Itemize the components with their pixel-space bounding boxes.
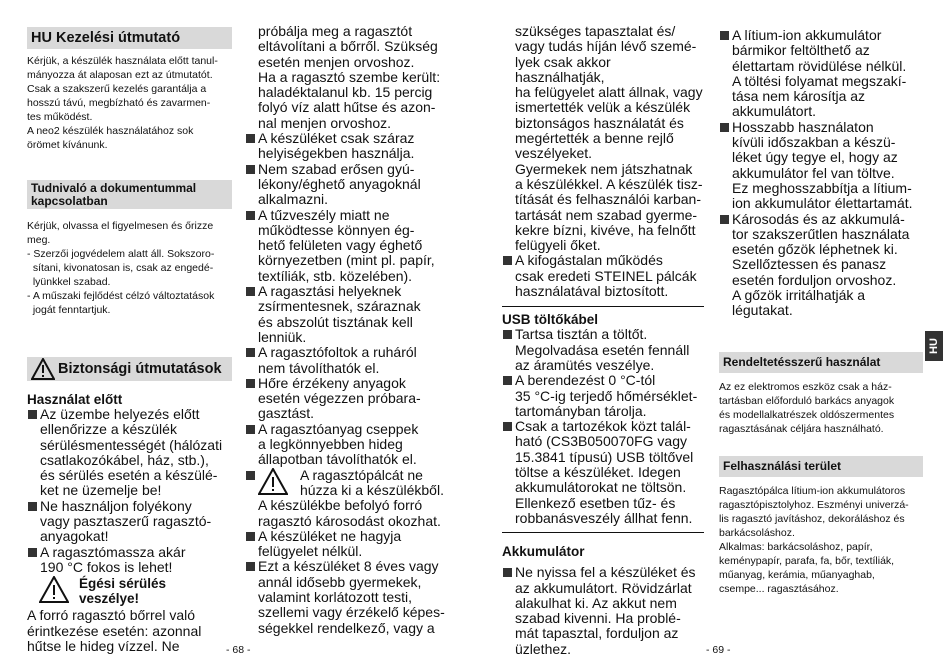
document-heading-line-2: kapcsolatban: [31, 194, 108, 208]
bullet-item: [245, 345, 457, 376]
bullet-line: A ragasztómassza akár: [40, 543, 186, 560]
text-line: érintkezése esetén: azonnal: [27, 622, 202, 639]
bullet-line: A berendezést 0 °C-tól: [515, 372, 656, 389]
text-line: sítani, kivonatosan is, csak az engedé-: [27, 262, 214, 274]
text-line: Az ez elektromos eszköz csak a ház-: [719, 380, 892, 393]
bullet-line: akkumulátorokat ne töltsön.: [515, 479, 687, 496]
warning-icon: [258, 468, 288, 495]
bullet-line: Hosszabb használaton: [732, 118, 874, 135]
pull-warning-line-1: A ragasztópálcát ne: [300, 466, 423, 483]
battery-heading: Akkumulátor: [502, 544, 585, 560]
pull-tail: [245, 498, 457, 529]
bullet-line: használatával biztosított.: [515, 283, 669, 300]
bullet-line: sérülésmentességét (hálózati: [40, 436, 223, 453]
bullet-line: gasztást.: [258, 405, 315, 422]
burn-warning-line-2: veszélye!: [79, 591, 140, 607]
col2-bullets-b: [245, 529, 457, 636]
bullet-line: állapotban távolíthatók el.: [258, 451, 417, 468]
intro-text: [27, 54, 232, 152]
text-line: csempe... ragasztásához.: [719, 582, 839, 595]
bullet-line: zsírmentesnek, száraznak: [258, 298, 421, 315]
text-line: ha felügyelet alatt állnak, vagy: [515, 84, 703, 101]
bullet-item: [245, 376, 457, 422]
bullet-item: [502, 419, 704, 526]
bullet-line: A kifogástalan működés: [515, 252, 663, 269]
bullet-line: anyagokat!: [40, 528, 109, 545]
text-line: Ragasztópálca lítium-ion akkumulátoros: [719, 484, 906, 497]
text-line: Gyermekek nem játszhatnak: [515, 160, 693, 177]
text-line: haladéktalanul kb. 15 percig: [258, 84, 433, 101]
text-line: a készülékkel. A készülék tisz-: [515, 175, 703, 192]
text-line: esetén menjen orvoshoz.: [258, 53, 415, 70]
text-line: ragasztó károsodást okozhat.: [258, 512, 441, 529]
text-line: A neo2 készülék használatához sok: [27, 125, 194, 137]
bullet-line: csak eredeti STEINEL pálcák: [515, 267, 697, 284]
burn-warning: [27, 576, 232, 606]
text-line: Kérjük, olvassa el figyelmesen és őrizze: [27, 220, 214, 232]
text-line: A készülékbe befolyó forró: [258, 497, 423, 514]
field-body: [719, 484, 923, 596]
usb-heading: USB töltőkábel: [502, 312, 599, 328]
intended-use-heading: Rendeltetésszerű használat: [719, 352, 923, 373]
pull-warning-line-2: húzza ki a készülékből.: [300, 481, 444, 498]
bullet-line: alkalmazni.: [258, 191, 329, 208]
text-line: meg.: [27, 234, 51, 246]
bullet-line: textíliák, stb. közelében).: [258, 267, 413, 284]
bullet-line: Szellőztessen és panasz: [732, 256, 887, 273]
bullet-line: Ne használjon folyékony: [40, 497, 192, 514]
text-line: folyó víz alatt hűtse és azon-: [258, 99, 436, 116]
divider: [502, 306, 704, 307]
bullet-line: a legkönnyebben hideg: [258, 436, 403, 453]
bullet-line: Ezt a készüléket 8 éves vagy: [258, 558, 439, 575]
bullet-line: bármikor feltölthető az: [732, 42, 870, 59]
bullet-line: Csak a tartozékok közt talál-: [515, 418, 691, 435]
bullet-item: [719, 28, 923, 120]
text-line: tes működést.: [27, 111, 93, 123]
bullet-line: esetén forduljon orvoshoz.: [732, 271, 897, 288]
col1-tail: [27, 608, 232, 654]
text-line: hosszú távú, megbízható és zavarmen-: [27, 97, 211, 109]
text-line: Kérjük, a készülék használata előtt tanul-: [27, 55, 218, 67]
text-line: Csak a szakszerű kezelés garantálja a: [27, 83, 207, 95]
bullet-line: ségekkel rendelkező, vagy a: [258, 619, 435, 636]
bullet-line: A ragasztóanyag cseppek: [258, 420, 419, 437]
bullet-item: [245, 422, 457, 468]
safety-title: Biztonsági útmutatások: [58, 361, 222, 377]
bullet-line: lenniük.: [258, 328, 307, 345]
bullet-item: [27, 407, 232, 499]
text-line: jogát fenntartjuk.: [27, 304, 111, 316]
column-3: [502, 24, 704, 657]
bullet-line: alakulhat ki. Az akkut nem: [515, 594, 677, 611]
col4-bullets: [719, 28, 923, 319]
bullet-line: élettartam rövidülése nélkül.: [732, 57, 907, 74]
bullet-line: lékony/éghető anyagoknál: [258, 175, 421, 192]
text-line: műanyag, kerámia, műanyaghab,: [719, 568, 875, 581]
bullet-line: légutakat.: [732, 302, 793, 319]
bullet-line: 190 °C fokos is lehet!: [40, 558, 173, 575]
bullet-line: A ragasztófoltok a ruháról: [258, 344, 417, 361]
bullet-line: hető felületen vagy éghető: [258, 237, 423, 254]
bullet-line: A lítium-ion akkumulátor: [732, 27, 882, 43]
bullet-item: [27, 545, 232, 576]
text-line: próbálja meg a ragasztót: [258, 23, 413, 39]
bullet-item: [245, 559, 457, 635]
text-line: lis ragasztó javításhoz, dekoráláshoz és: [719, 512, 905, 525]
column-4: [719, 28, 923, 596]
safety-heading: [27, 357, 232, 381]
bullet-line: A gőzök irritálhatják a: [732, 287, 866, 304]
bullet-line: környezetben (mint pl. papír,: [258, 252, 435, 269]
bullet-line: A készüléket csak száraz: [258, 130, 415, 147]
bullet-line: kívüli időszakban a készü-: [732, 134, 896, 151]
col3-top: [502, 24, 704, 253]
bullet-line: robbanásveszély állhat fenn.: [515, 509, 693, 526]
bullet-line: esetén végezzen próbara-: [258, 390, 421, 407]
document-heading-line-1: Tudnivaló a dokumentummal: [31, 181, 197, 195]
bullet-item: [245, 208, 457, 284]
bullet-line: az áramütés veszélye.: [515, 356, 655, 373]
text-line: ragasztásának céljára használható.: [719, 422, 884, 435]
bullet-line: Hőre érzékeny anyagok: [258, 374, 406, 391]
bullet-line: Nem szabad erősen gyú-: [258, 160, 415, 177]
bullet-line: Megolvadása esetén fennáll: [515, 341, 690, 358]
text-line: lyünkkel szabad.: [27, 276, 111, 288]
text-line: barkácsoláshoz.: [719, 526, 795, 539]
bullet-line: tor szakszerűtlen használata: [732, 225, 910, 242]
bullet-line: Tartsa tisztán a töltőt.: [515, 326, 648, 343]
bullet-line: működtesse könnyen ég-: [258, 221, 415, 238]
text-line: veszélyeket.: [515, 145, 593, 162]
bullet-line: Ez meghosszabbítja a lítium-: [732, 179, 912, 196]
bullet-line: léket úgy tegye el, hogy az: [732, 149, 898, 166]
text-line: hűtse le hideg vízzel. Ne: [27, 637, 180, 654]
text-line: szükséges tapasztalat és/: [515, 23, 676, 39]
bullet-line: A tűzveszély miatt ne: [258, 206, 390, 223]
bullet-line: annál idősebb gyermekek,: [258, 573, 422, 590]
text-line: biztonságos használatát és: [515, 114, 684, 131]
bullet-item: [245, 284, 457, 345]
bullet-item: [719, 120, 923, 212]
col3-bullet-a: [502, 253, 704, 299]
bullet-item: [502, 327, 704, 373]
bullet-line: mát tapasztal, forduljon az: [515, 625, 679, 642]
field-heading: Felhasználási terület: [719, 456, 923, 477]
burn-warning-line-1: Égési sérülés: [79, 576, 167, 592]
divider: [502, 532, 704, 533]
text-line: lyek csak akkor használhatják,: [515, 53, 611, 85]
text-line: és modellalkatrészek oldószermentes: [719, 408, 895, 421]
text-line: - Szerzői jogvédelem alatt áll. Sokszoro-: [27, 248, 215, 260]
text-line: örömet kívánunk.: [27, 139, 108, 151]
page-title: HU Kezelési útmutató: [27, 27, 232, 49]
text-line: mányozza át alaposan ezt az útmutatót.: [27, 69, 213, 81]
bullet-line: helyiségekben használja.: [258, 145, 415, 162]
bullet-item: [27, 499, 232, 545]
text-line: Ha a ragasztó szembe került:: [258, 68, 441, 85]
bullet-line: ion akkumulátor élettartamát.: [732, 195, 913, 212]
text-line: títását és felhasználói karban-: [515, 191, 701, 208]
bullet-line: A készüléket ne hagyja: [258, 527, 402, 544]
bullet-line: 35 °C-ig terjedő hőmérséklet-: [515, 387, 698, 404]
bullet-item: [245, 162, 457, 208]
text-line: vagy tudás híján lévő szemé-: [515, 38, 697, 55]
bullet-line: esetén gőzök léphetnek ki.: [732, 241, 898, 258]
document-body: [27, 219, 232, 317]
text-line: megértették a benne rejlő: [515, 130, 674, 147]
bullet-line: 15.3841 típusú) USB töltővel: [515, 448, 694, 465]
text-line: ismertették velük a készülék: [515, 99, 691, 116]
bullet-line: csatlakozókábel, ház, stb.),: [40, 451, 209, 468]
page-number-right: - 69 -: [706, 644, 731, 656]
bullet-line: szellemi vagy érzékelő képes-: [258, 604, 445, 621]
bullet-line: és sérülés esetén a készülé-: [40, 467, 218, 484]
bullet-item: [502, 373, 704, 419]
page-number-left: - 68 -: [226, 644, 251, 656]
bullet-line: Károsodás és az akkumulá-: [732, 210, 905, 227]
text-line: ragasztópisztolyhoz. Eszményi univerzá-: [719, 498, 909, 511]
bullet-line: ket ne üzemelje be!: [40, 482, 162, 499]
bullet-item: [502, 565, 704, 657]
bullet-line: üzlethez.: [515, 640, 572, 657]
bullet-line: ható (CS3B050070FG vagy: [515, 433, 687, 450]
text-line: tartásban előforduló barkács anyagok: [719, 394, 895, 407]
text-line: keménypapír, parafa, fa, bőr, textíliák,: [719, 554, 895, 567]
bullet-line: Ellenkező esetben tűz- és: [515, 494, 676, 511]
text-line: - A műszaki fejlődést célzó változtatások: [27, 290, 215, 302]
bullet-line: ellenőrizze a készülék: [40, 421, 177, 438]
text-line: eltávolítani a bőrről. Szükség: [258, 38, 438, 55]
intended-use-body: [719, 380, 923, 436]
column-1: [27, 0, 232, 654]
bullet-line: töltse a készüléket. Idegen: [515, 464, 681, 481]
language-tab: [925, 331, 943, 361]
pull-warning: [245, 468, 457, 499]
col1-bullets: [27, 407, 232, 575]
language-tab-label: HU: [927, 338, 940, 354]
usb-bullets: [502, 327, 704, 526]
warning-icon: [31, 358, 55, 380]
warning-icon: [39, 576, 69, 603]
bullet-line: nem távolíthatók el.: [258, 359, 380, 376]
col2-top: [245, 24, 457, 131]
bullet-line: A töltési folyamat megszakí-: [732, 72, 907, 89]
battery-bullets: [502, 565, 704, 657]
bullet-line: Az üzembe helyezés előtt: [40, 406, 200, 422]
bullet-line: akkumulátort.: [732, 103, 817, 120]
text-line: tartását nem szabad gyerme-: [515, 206, 698, 223]
bullet-line: akkumulátor fel van töltve.: [732, 164, 895, 181]
col2-bullets-a: [245, 131, 457, 468]
bullet-line: az akkumulátort. Rövidzárlat: [515, 579, 692, 596]
bullet-item: [245, 131, 457, 162]
bullet-line: tása nem károsítja az: [732, 88, 866, 105]
text-line: felügyeli őket.: [515, 237, 601, 254]
text-line: A forró ragasztó bőrrel való: [27, 607, 196, 624]
text-line: Alkalmas: barkácsoláshoz, papír,: [719, 540, 873, 553]
bullet-line: tartományban tárolja.: [515, 402, 647, 419]
use-before-heading: Használat előtt: [27, 392, 123, 407]
bullet-line: vagy pasztaszerű ragasztó-: [40, 513, 212, 530]
text-line: nal menjen orvoshoz.: [258, 114, 392, 131]
text-line: kekre bízni, kivéve, ha felnőtt: [515, 221, 696, 238]
bullet-line: szabad kivenni. Ha problé-: [515, 610, 681, 627]
bullet-item: [245, 529, 457, 560]
bullet-line: valamint korlátozott testi,: [258, 588, 413, 605]
column-2: [245, 24, 457, 636]
bullet-line: A ragasztási helyeknek: [258, 283, 402, 300]
bullet-line: és abszolút tisztának kell: [258, 313, 413, 330]
document-section-heading: [27, 180, 232, 209]
bullet-item: [502, 253, 704, 299]
bullet-item: [719, 212, 923, 319]
bullet-line: felügyelet nélkül.: [258, 543, 363, 560]
bullet-line: Ne nyissa fel a készüléket és: [515, 564, 696, 581]
